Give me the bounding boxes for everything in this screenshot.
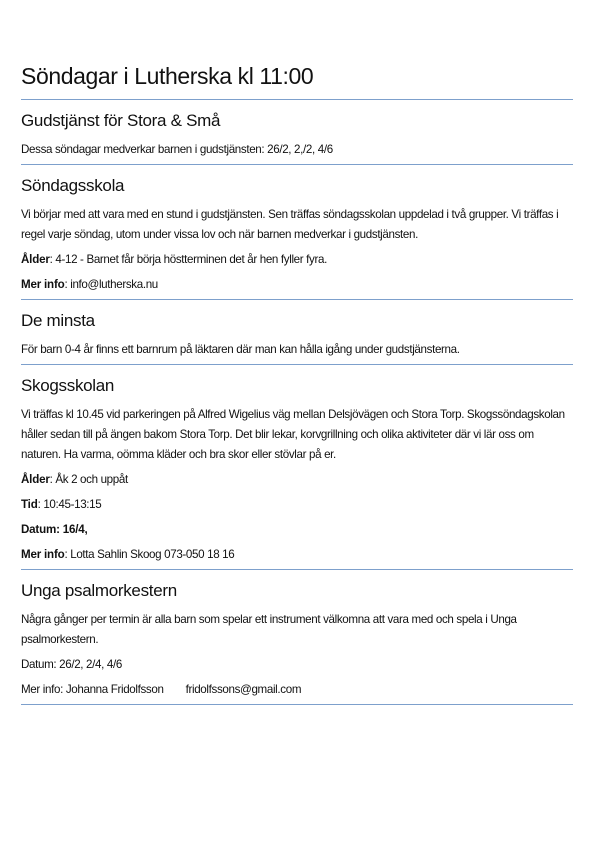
section-gudstjanst: [21, 100, 573, 164]
info-line: [21, 270, 573, 299]
age-label: Ålder: [21, 253, 50, 266]
time-label: Tid: [21, 498, 38, 511]
age-value: : 4-12 - Barnet får börja höstterminen det år hen fyller fyra.: [49, 253, 327, 266]
info-name: Mer info: Johanna Fridolfsson: [21, 683, 164, 696]
age-label: Ålder: [21, 473, 50, 486]
time-line: [21, 490, 573, 515]
info-value: : Lotta Sahlin Skoog 073-050 18 16: [64, 548, 235, 561]
section-heading: Unga psalmorkestern: [21, 581, 177, 600]
section-text: Vi börjar med att vara med en stund i gudstjänsten. Sen träffas söndagsskolan uppdelad i två grupper. Vi träffas i regel varje söndag, utom under vissa lov och när barnen medverkar i gudstjänsten.: [21, 208, 559, 241]
age-line: [21, 465, 573, 490]
section-skogsskolan: [21, 365, 573, 569]
section-text: Vi träffas kl 10.45 vid parkeringen på Alfred Wigelius väg mellan Delsjövägen och Stora Torp. Skogssöndagskolan håller sedan till på ängen bakom Stora Torp. Det blir lekar, korvgrillning och olika aktiviteter där vi lär oss om naturen. Ha varma, oömma kläder och bra skor eller stövlar på er.: [21, 408, 565, 461]
section-heading: Skogsskolan: [21, 376, 115, 395]
section-heading: De minsta: [21, 311, 95, 330]
document-content: [21, 60, 573, 705]
info-value: : info@lutherska.nu: [64, 278, 158, 291]
date-line: [21, 515, 573, 540]
section-divider: [21, 704, 573, 705]
info-line: [21, 675, 573, 704]
section-heading: Söndagsskola: [21, 176, 125, 195]
section-de-minsta: [21, 300, 573, 364]
age-value: : Åk 2 och uppåt: [49, 473, 128, 486]
page-title: Söndagar i Lutherska kl 11:00: [21, 63, 314, 89]
info-email: fridolfssons@gmail.com: [185, 683, 302, 696]
section-sondagsskola: [21, 165, 573, 299]
section-text: För barn 0-4 år finns ett barnrum på läktaren där man kan hålla igång under gudstjänsterna.: [21, 343, 460, 356]
info-label: Mer info: [21, 278, 65, 291]
time-value: : 10:45-13:15: [37, 498, 102, 511]
date-label: Datum: 16/4,: [21, 523, 88, 536]
age-line: [21, 245, 573, 270]
info-line: [21, 540, 573, 569]
section-text: Några gånger per termin är alla barn som spelar ett instrument välkomna att vara med och spela i Unga psalmorkestern.: [21, 613, 517, 646]
date-line: Datum: 26/2, 2/4, 4/6: [21, 658, 122, 671]
section-unga-psalmorkestern: [21, 570, 573, 704]
info-label: Mer info: [21, 548, 65, 561]
section-heading: Gudstjänst för Stora & Små: [21, 111, 221, 130]
section-text: Dessa söndagar medverkar barnen i gudstjänsten: 26/2, 2,/2, 4/6: [21, 143, 333, 156]
